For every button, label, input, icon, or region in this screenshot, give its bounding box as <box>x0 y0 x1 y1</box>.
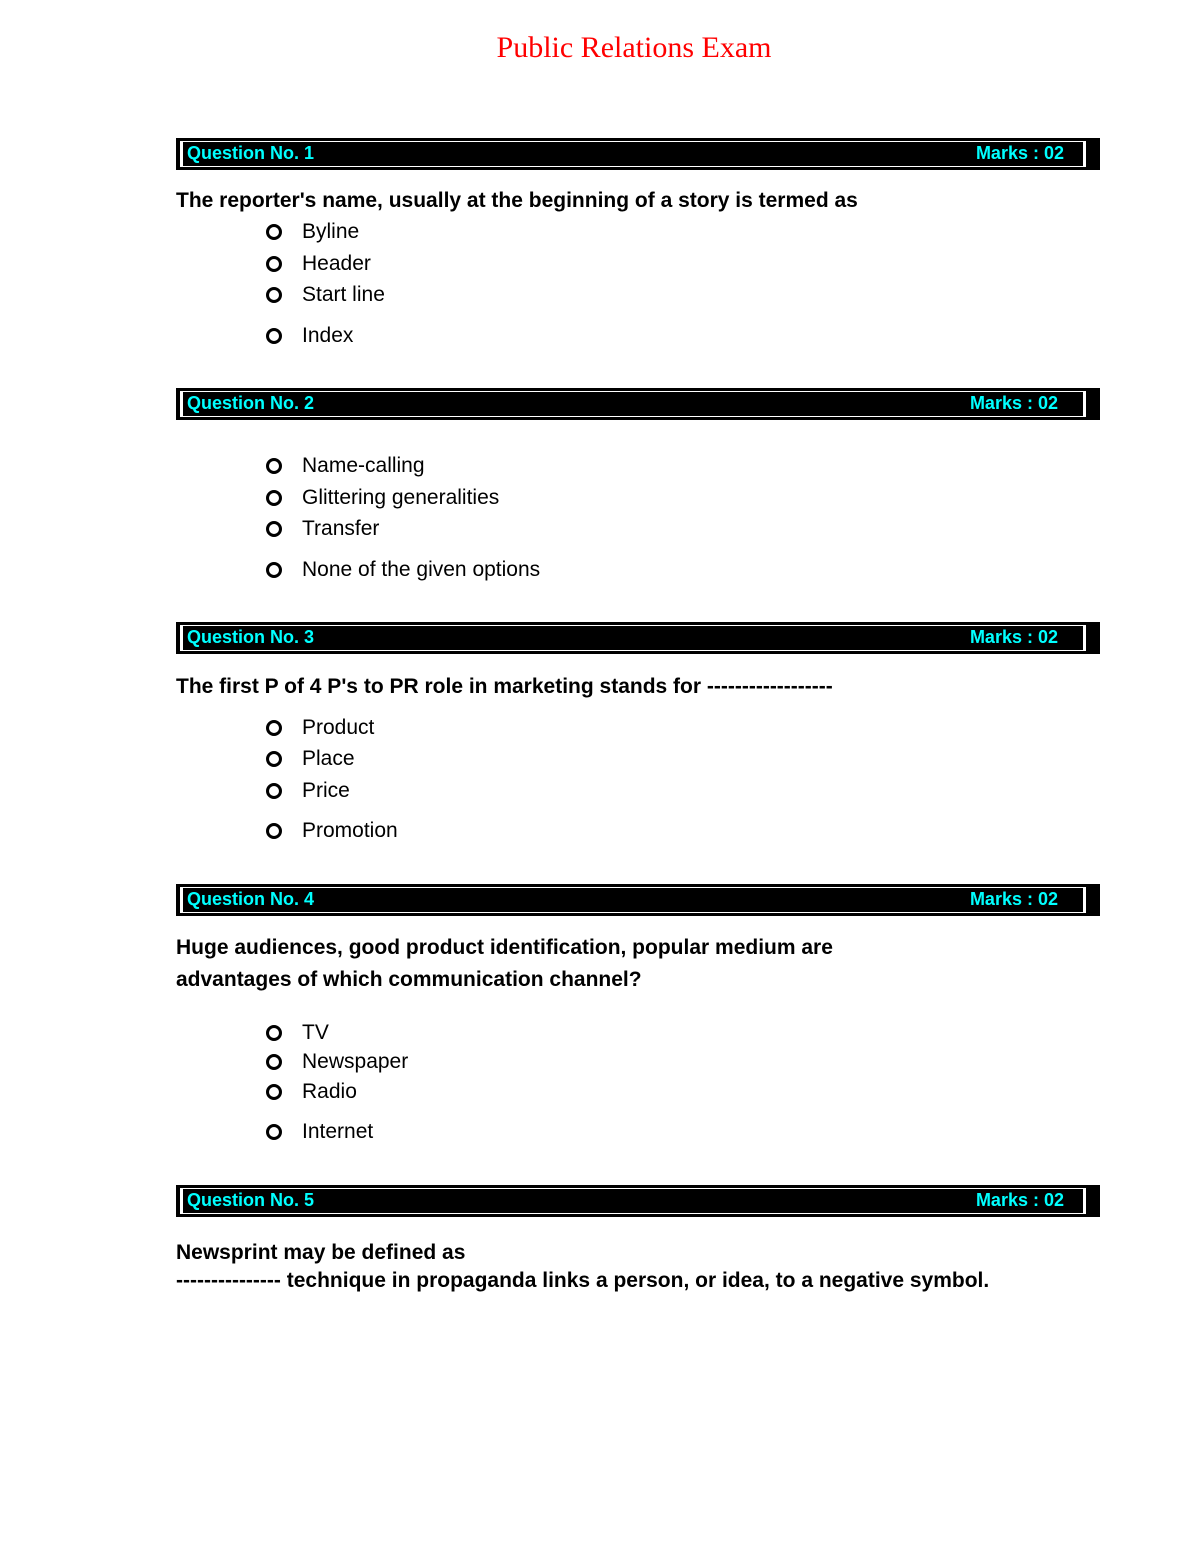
question-text: --------------- technique in propaganda links a person, or idea, to a negative symbol. <box>176 1269 990 1292</box>
option-label: Header <box>302 252 371 275</box>
radio-bullet-icon[interactable] <box>266 1124 282 1140</box>
question-text: The first P of 4 P's to PR role in marketing stands for ------------------ <box>176 675 833 698</box>
radio-bullet-icon[interactable] <box>266 458 282 474</box>
question-header-3 <box>176 622 1100 654</box>
option-label: Radio <box>302 1080 357 1103</box>
answer-option[interactable] <box>266 514 379 544</box>
question-number: Question No. 4 <box>187 889 315 909</box>
option-label: Newspaper <box>302 1050 409 1073</box>
option-label: Name-calling <box>302 454 425 477</box>
radio-bullet-icon[interactable] <box>266 521 282 537</box>
radio-bullet-icon[interactable] <box>266 328 282 344</box>
answer-option[interactable] <box>266 713 374 743</box>
page-title: Public Relations Exam <box>496 31 772 64</box>
answer-option[interactable] <box>266 217 359 247</box>
option-label: Internet <box>302 1120 374 1143</box>
header-frame <box>180 141 1086 167</box>
answer-option[interactable] <box>266 816 398 846</box>
option-label: Product <box>302 716 375 739</box>
answer-option[interactable] <box>266 1018 329 1048</box>
radio-bullet-icon[interactable] <box>266 783 282 799</box>
option-label: Byline <box>302 220 360 243</box>
option-label: Start line <box>302 283 385 306</box>
question-text: advantages of which communication channel? <box>176 968 642 991</box>
answer-option[interactable] <box>266 776 350 806</box>
answer-option[interactable] <box>266 321 353 351</box>
option-label: TV <box>302 1021 329 1044</box>
question-text: Huge audiences, good product identification, popular medium are <box>176 936 833 959</box>
radio-bullet-icon[interactable] <box>266 224 282 240</box>
radio-bullet-icon[interactable] <box>266 490 282 506</box>
question-marks: Marks : 02 <box>975 1190 1064 1210</box>
header-frame <box>180 391 1086 417</box>
radio-bullet-icon[interactable] <box>266 751 282 767</box>
answer-option[interactable] <box>266 744 355 774</box>
option-label: Place <box>302 747 355 770</box>
answer-option[interactable] <box>266 483 499 513</box>
header-frame <box>180 887 1086 913</box>
header-frame <box>180 1188 1086 1214</box>
question-number: Question No. 1 <box>187 143 315 163</box>
question-number: Question No. 5 <box>187 1190 315 1210</box>
answer-option[interactable] <box>266 451 425 481</box>
option-label: None of the given options <box>302 558 541 581</box>
option-label: Index <box>302 324 354 347</box>
question-marks: Marks : 02 <box>969 627 1058 647</box>
question-marks: Marks : 02 <box>975 143 1064 163</box>
question-marks: Marks : 02 <box>969 393 1058 413</box>
question-header-4 <box>176 884 1100 916</box>
question-header-1 <box>176 138 1100 170</box>
radio-bullet-icon[interactable] <box>266 720 282 736</box>
answer-option[interactable] <box>266 280 385 310</box>
option-label: Promotion <box>302 819 398 842</box>
question-number: Question No. 3 <box>187 627 315 647</box>
question-header-5 <box>176 1185 1100 1217</box>
radio-bullet-icon[interactable] <box>266 256 282 272</box>
option-label: Transfer <box>302 517 380 540</box>
answer-option[interactable] <box>266 249 371 279</box>
radio-bullet-icon[interactable] <box>266 1025 282 1041</box>
answer-option[interactable] <box>266 1047 408 1077</box>
header-frame <box>180 625 1086 651</box>
radio-bullet-icon[interactable] <box>266 823 282 839</box>
option-label: Price <box>302 779 350 802</box>
question-text: Newsprint may be defined as <box>176 1241 466 1264</box>
question-number: Question No. 2 <box>187 393 315 413</box>
option-label: Glittering generalities <box>302 486 500 509</box>
question-header-2 <box>176 388 1100 420</box>
answer-option[interactable] <box>266 555 540 585</box>
answer-option[interactable] <box>266 1117 373 1147</box>
answer-option[interactable] <box>266 1077 357 1107</box>
question-marks: Marks : 02 <box>969 889 1058 909</box>
question-text: The reporter's name, usually at the beginning of a story is termed as <box>176 189 858 212</box>
radio-bullet-icon[interactable] <box>266 1084 282 1100</box>
radio-bullet-icon[interactable] <box>266 287 282 303</box>
radio-bullet-icon[interactable] <box>266 1054 282 1070</box>
radio-bullet-icon[interactable] <box>266 562 282 578</box>
